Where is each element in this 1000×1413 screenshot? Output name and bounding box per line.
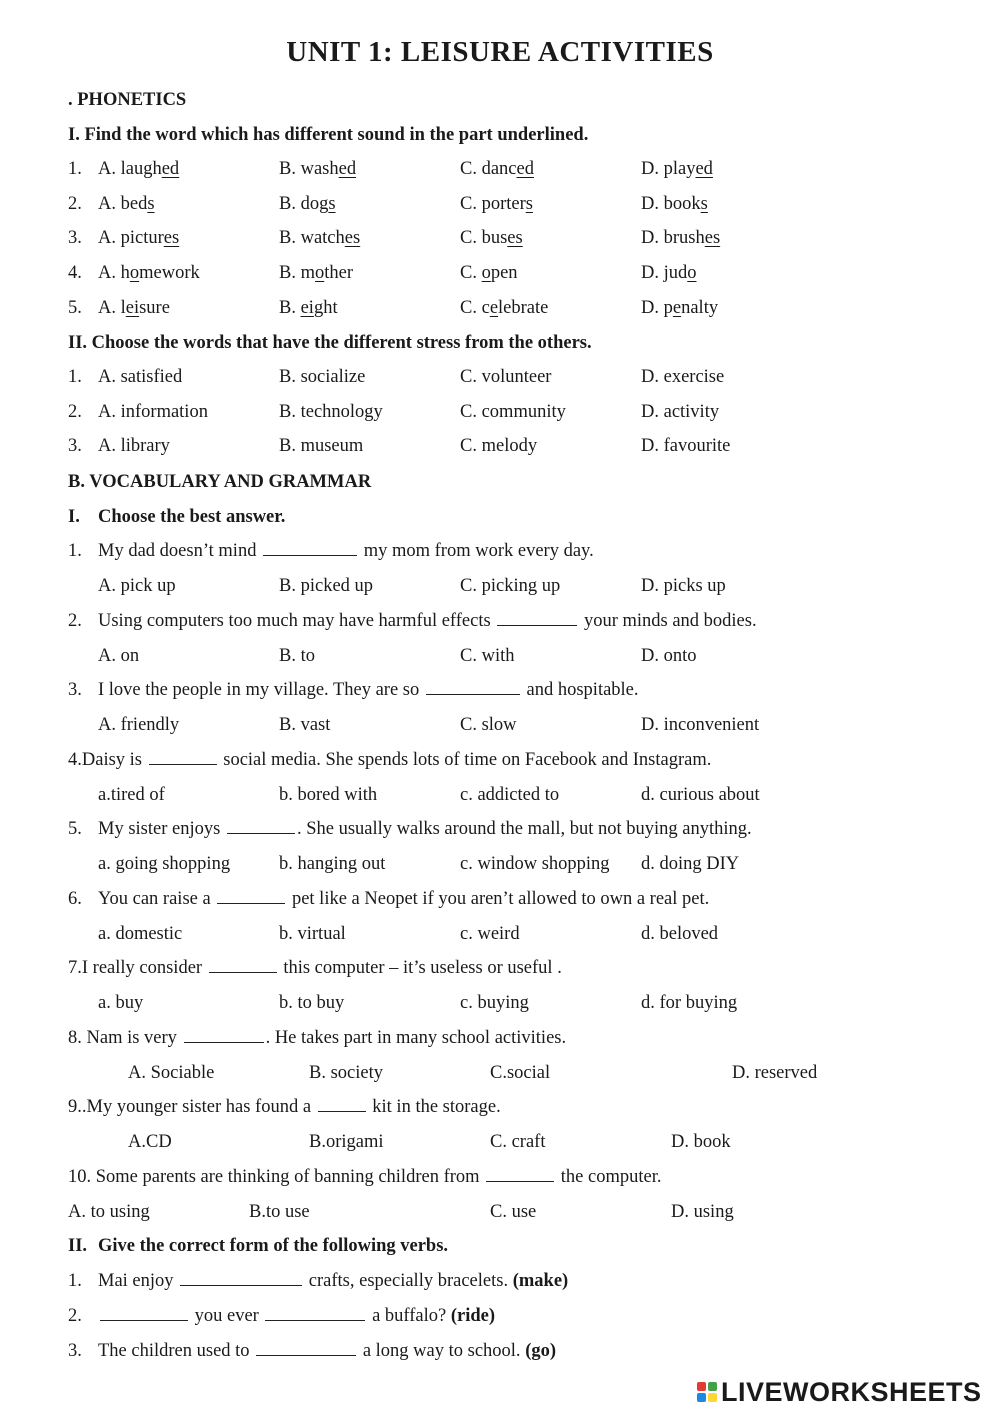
answer-blank[interactable]: [184, 1028, 264, 1043]
answer-blank[interactable]: [149, 750, 217, 765]
logo-grid-icon: [697, 1382, 717, 1402]
liveworksheets-logo[interactable]: [697, 1375, 997, 1409]
underlined-part: ei: [125, 298, 140, 318]
underlined-part: o: [129, 263, 140, 283]
answer-blank[interactable]: [217, 889, 285, 904]
option-b: B. washed: [279, 159, 357, 179]
option-a: A. homework: [98, 263, 200, 283]
instruction-phonetics-2: II. Choose the words that have the different stress from the others.: [68, 333, 592, 353]
option-c: C. open: [460, 263, 518, 283]
option-d: D. brushes: [641, 228, 721, 248]
answer-blank[interactable]: [100, 1306, 188, 1321]
answer-blank[interactable]: [426, 680, 520, 695]
underlined-part: o: [481, 263, 491, 283]
option-c: C. buses: [460, 228, 523, 248]
underlined-part: s: [328, 194, 336, 214]
answer-blank[interactable]: [227, 819, 295, 834]
underlined-part: es: [704, 228, 721, 248]
option-a: A. laughed: [98, 159, 180, 179]
section-heading-vocabulary: B. VOCABULARY AND GRAMMAR: [68, 472, 372, 492]
underlined-part: o: [314, 263, 325, 283]
option-a: A. pictures: [98, 228, 180, 248]
option-b: B. mother: [279, 263, 353, 283]
option-a: A. beds: [98, 194, 155, 214]
option-b: B. watches: [279, 228, 361, 248]
option-a: A. leisure: [98, 298, 170, 318]
answer-blank[interactable]: [180, 1271, 302, 1286]
option-d: D. judo: [641, 263, 697, 283]
underlined-part: s: [525, 194, 533, 214]
answer-blank[interactable]: [486, 1167, 554, 1182]
underlined-part: ed: [516, 159, 534, 179]
underlined-part: ed: [695, 159, 713, 179]
answer-blank[interactable]: [263, 541, 357, 556]
option-b: B. eight: [279, 298, 338, 318]
answer-blank[interactable]: [209, 958, 277, 973]
option-d: D. played: [641, 159, 713, 179]
option-c: C. celebrate: [460, 298, 549, 318]
underlined-part: s: [147, 194, 155, 214]
instruction-phonetics-1: I. Find the word which has different sound in the part underlined.: [68, 125, 589, 145]
answer-blank[interactable]: [256, 1341, 356, 1356]
underlined-part: ei: [300, 298, 314, 318]
option-c: C. porters: [460, 194, 533, 214]
page-title: UNIT 1: LEISURE ACTIVITIES: [286, 36, 714, 68]
underlined-part: es: [163, 228, 180, 248]
underlined-part: es: [507, 228, 523, 248]
answer-blank[interactable]: [497, 611, 577, 626]
section-heading-phonetics: . PHONETICS: [68, 90, 187, 110]
option-d: D. books: [641, 194, 708, 214]
option-c: C. danced: [460, 159, 534, 179]
answer-blank[interactable]: [318, 1097, 366, 1112]
answer-blank[interactable]: [265, 1306, 365, 1321]
underlined-part: e: [489, 298, 499, 318]
underlined-part: ed: [338, 159, 357, 179]
underlined-part: ed: [161, 159, 180, 179]
underlined-part: s: [700, 194, 708, 214]
underlined-part: o: [687, 263, 697, 283]
underlined-part: e: [672, 298, 682, 318]
option-d: D. penalty: [641, 298, 719, 318]
option-b: B. dogs: [279, 194, 336, 214]
logo-text: LIVEWORKSHEETS: [721, 1377, 982, 1407]
underlined-part: es: [344, 228, 361, 248]
